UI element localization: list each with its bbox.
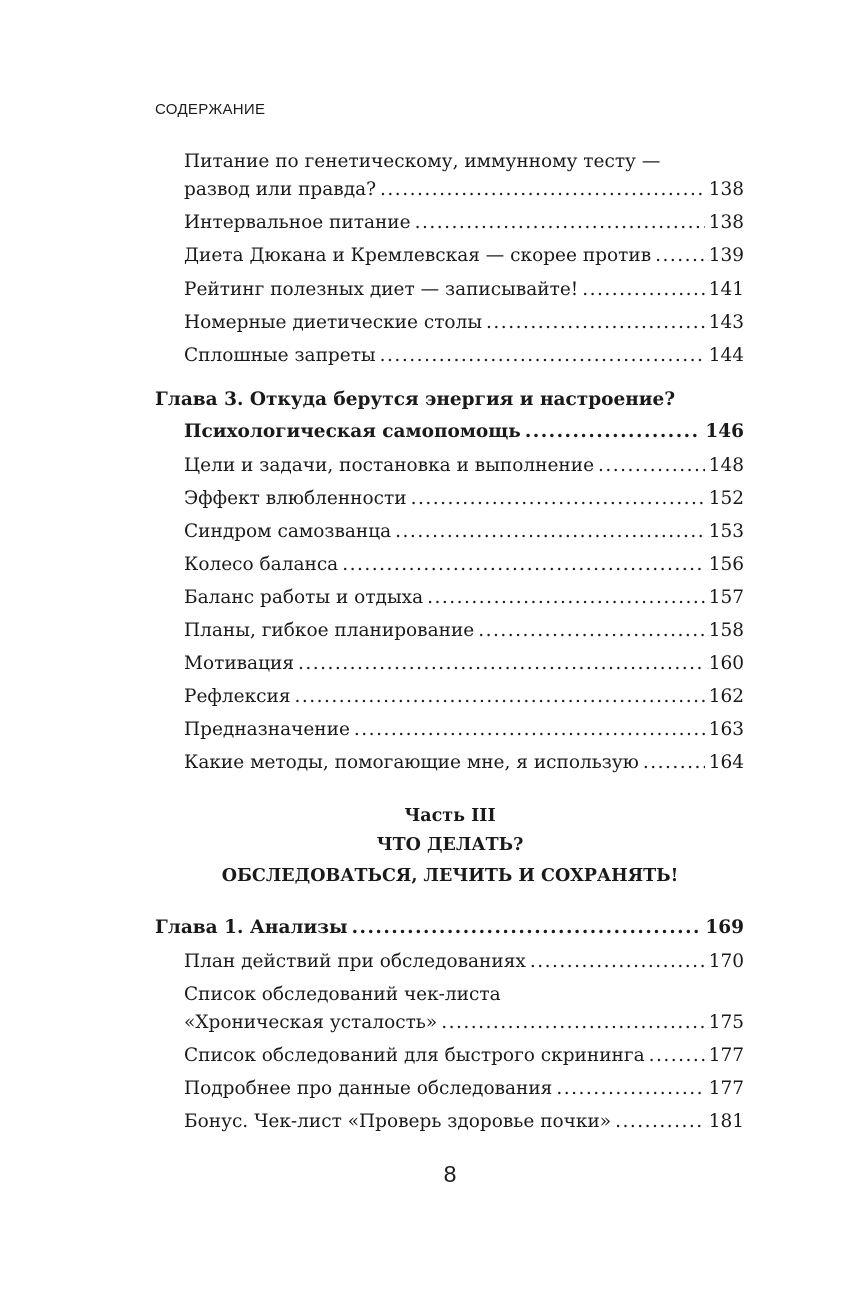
toc-entry-text: Список обследований для быстрого скрининга [184,1045,645,1066]
toc-entry-text: Синдром самозванца [184,521,392,542]
toc-entry [184,344,744,368]
toc-page-number: 181 [708,1111,744,1132]
toc-entry [184,751,744,775]
leader-dots [295,685,705,709]
toc-page-number: 157 [708,587,744,608]
toc-entry-text: Баланс работы и отдыха [184,587,424,608]
toc-page-number: 160 [708,653,744,674]
toc-page-number: 138 [708,212,744,233]
toc-entry [184,652,744,676]
toc-entry-text: Эффект влюбленности [184,488,407,509]
leader-dots [380,178,705,202]
toc-entry-text: «Хроническая усталость» [184,1012,438,1033]
leader-dots [415,211,705,235]
toc-entry-text: Какие методы, помогающие мне, я использую [184,752,639,773]
toc-page-number: 175 [708,1012,744,1033]
leader-dots [582,278,704,302]
toc-page-number: 163 [708,719,744,740]
toc-page-number: 139 [708,245,744,266]
chapter-title: Глава 1. Анализы [155,917,348,938]
toc-entry-text: Рейтинг полезных диет — записывайте! [184,279,579,300]
toc-page-number: 146 [705,421,744,442]
toc-entry [184,178,744,202]
toc-page-number: 177 [708,1078,744,1099]
chapter-heading: Глава 3. Откуда берутся энергия и настроение? [155,389,676,410]
toc-entry-text: Рефлексия [184,686,291,707]
toc-entry [184,244,744,268]
page-number: 8 [443,1161,457,1187]
toc-page-number: 153 [708,521,744,542]
toc-entry [184,619,744,643]
toc-page-number: 156 [708,554,744,575]
leader-dots [342,553,704,577]
toc-entry-text: Подробнее про данные обследования [184,1078,553,1099]
toc-page-number: 169 [705,917,744,938]
toc-page-number: 138 [708,179,744,200]
leader-dots [649,1044,705,1068]
toc-entry [184,586,744,610]
toc-entry [184,454,744,478]
toc-entry [184,1110,744,1134]
part-subheading-2: ОБСЛЕДОВАТЬСЯ, ЛЕЧИТЬ И СОХРАНЯТЬ! [221,866,679,886]
toc-page-number: 144 [708,345,744,366]
leader-dots [556,1077,704,1101]
toc-entry [184,211,744,235]
leader-dots [530,950,705,974]
toc-entry-text: План действий при обследованиях [184,951,526,972]
leader-dots [478,619,704,643]
leader-dots [411,487,705,511]
toc-entry [184,553,744,577]
toc-entry [184,487,744,511]
toc-page-number: 148 [708,455,744,476]
toc-entry-text: Планы, гибкое планирование [184,620,475,641]
toc-entry-text: Номерные диетические столы [184,312,483,333]
toc-page-number: 177 [708,1045,744,1066]
toc-entry [184,685,744,709]
toc-page-number: 170 [708,951,744,972]
toc-entry-text: развод или правда? [184,179,377,200]
toc-entry [184,718,744,742]
leader-dots [615,1110,705,1134]
leader-dots [655,244,705,268]
leader-dots [380,344,705,368]
toc-entry [184,278,744,302]
leader-dots [598,454,705,478]
leader-dots [441,1011,704,1035]
toc-page-number: 152 [708,488,744,509]
toc-entry-text: Цели и задачи, постановка и выполнение [184,455,595,476]
part-subheading: ЧТО ДЕЛАТЬ? [376,835,524,855]
leader-dots [354,718,705,742]
toc-entry-line1: Список обследований чек-листа [184,984,501,1005]
toc-entry [184,1077,744,1101]
toc-page-number: 158 [708,620,744,641]
toc-entry-text: Бонус. Чек-лист «Проверь здоровье почки» [184,1111,612,1132]
toc-entry-line1: Питание по генетическому, иммунному тесту — [184,151,661,172]
toc-entry-text: Диета Дюкана и Кремлевская — скорее против [184,245,652,266]
toc-page-number: 141 [708,279,744,300]
leader-dots [395,520,705,544]
toc-entry-text: Мотивация [184,653,294,674]
leader-dots [427,586,705,610]
toc-entry-text: Сплошные запреты [184,345,376,366]
leader-dots [298,652,705,676]
toc-entry-text: Колесо баланса [184,554,339,575]
leader-dots [643,751,705,775]
toc-entry [184,1044,744,1068]
chapter-subtitle: Психологическая самопомощь [184,421,521,442]
toc-entry [184,311,744,335]
toc-entry [184,1011,744,1035]
toc-entry [184,950,744,974]
toc-page-number: 162 [708,686,744,707]
leader-dots [352,916,702,940]
chapter-heading-line2 [184,420,744,444]
leader-dots [486,311,705,335]
toc-entry-text: Интервальное питание [184,212,411,233]
chapter-heading [155,916,744,940]
toc-page-number: 164 [708,752,744,773]
toc-page-number: 143 [708,312,744,333]
running-header: СОДЕРЖАНИЕ [155,101,266,118]
leader-dots [525,420,702,444]
toc-entry-text: Предназначение [184,719,350,740]
part-heading: Часть III [404,806,496,826]
toc-entry [184,520,744,544]
